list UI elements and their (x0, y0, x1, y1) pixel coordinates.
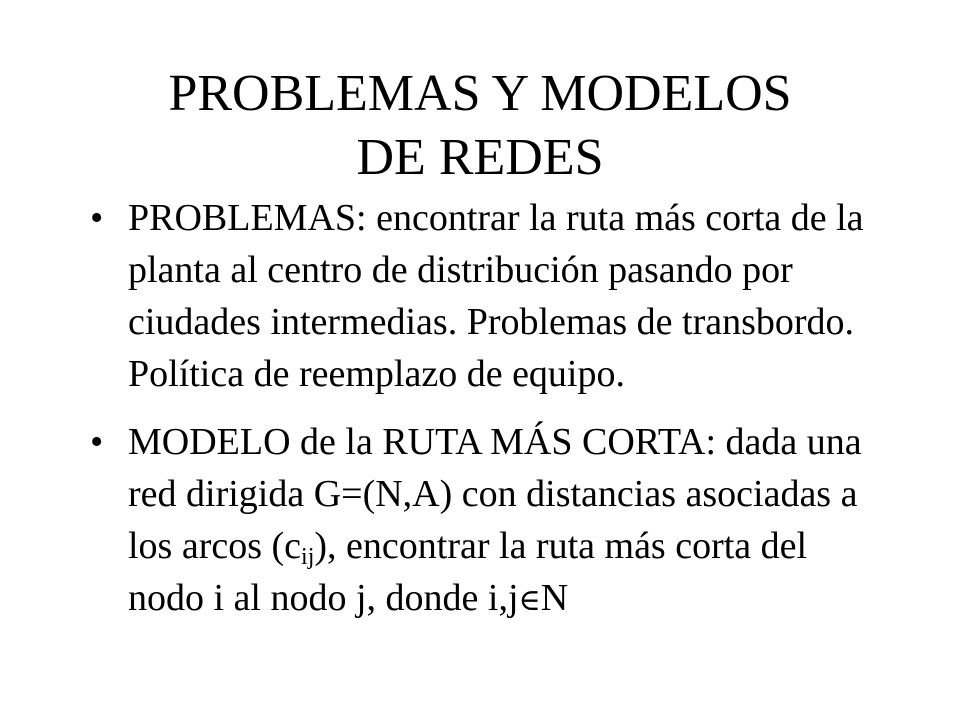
subscript-ij: ij (301, 544, 315, 570)
element-of-symbol: ∈ (518, 583, 541, 618)
bullet-problemas-text: PROBLEMAS: encontrar la ruta más corta de la planta al centro de distribución pasando por ciudades intermedias. Problemas de transbordo. Política de reemplazo de equipo. (128, 197, 864, 395)
bullet-modelo (88, 416, 888, 627)
title-line-2: DE REDES (356, 129, 604, 186)
slide-title (80, 62, 880, 190)
bullet-dot-icon: • (90, 197, 104, 239)
bullet-dot-icon: • (90, 421, 104, 463)
bullet-modelo-text-1: MODELO de la RUTA MÁS CORTA: dada una red dirigida G=(N,A) con distancias asociadas a los arcos (c (128, 421, 862, 567)
bullet-problemas (88, 192, 888, 400)
bullet-modelo-text-3: N (540, 577, 569, 619)
bullet-list (88, 192, 888, 643)
bullet-modelo-text-2: ), encontrar la ruta más corta del nodo i al nodo j, donde i,j (128, 525, 808, 619)
title-line-1: PROBLEMAS Y MODELOS (168, 65, 792, 122)
